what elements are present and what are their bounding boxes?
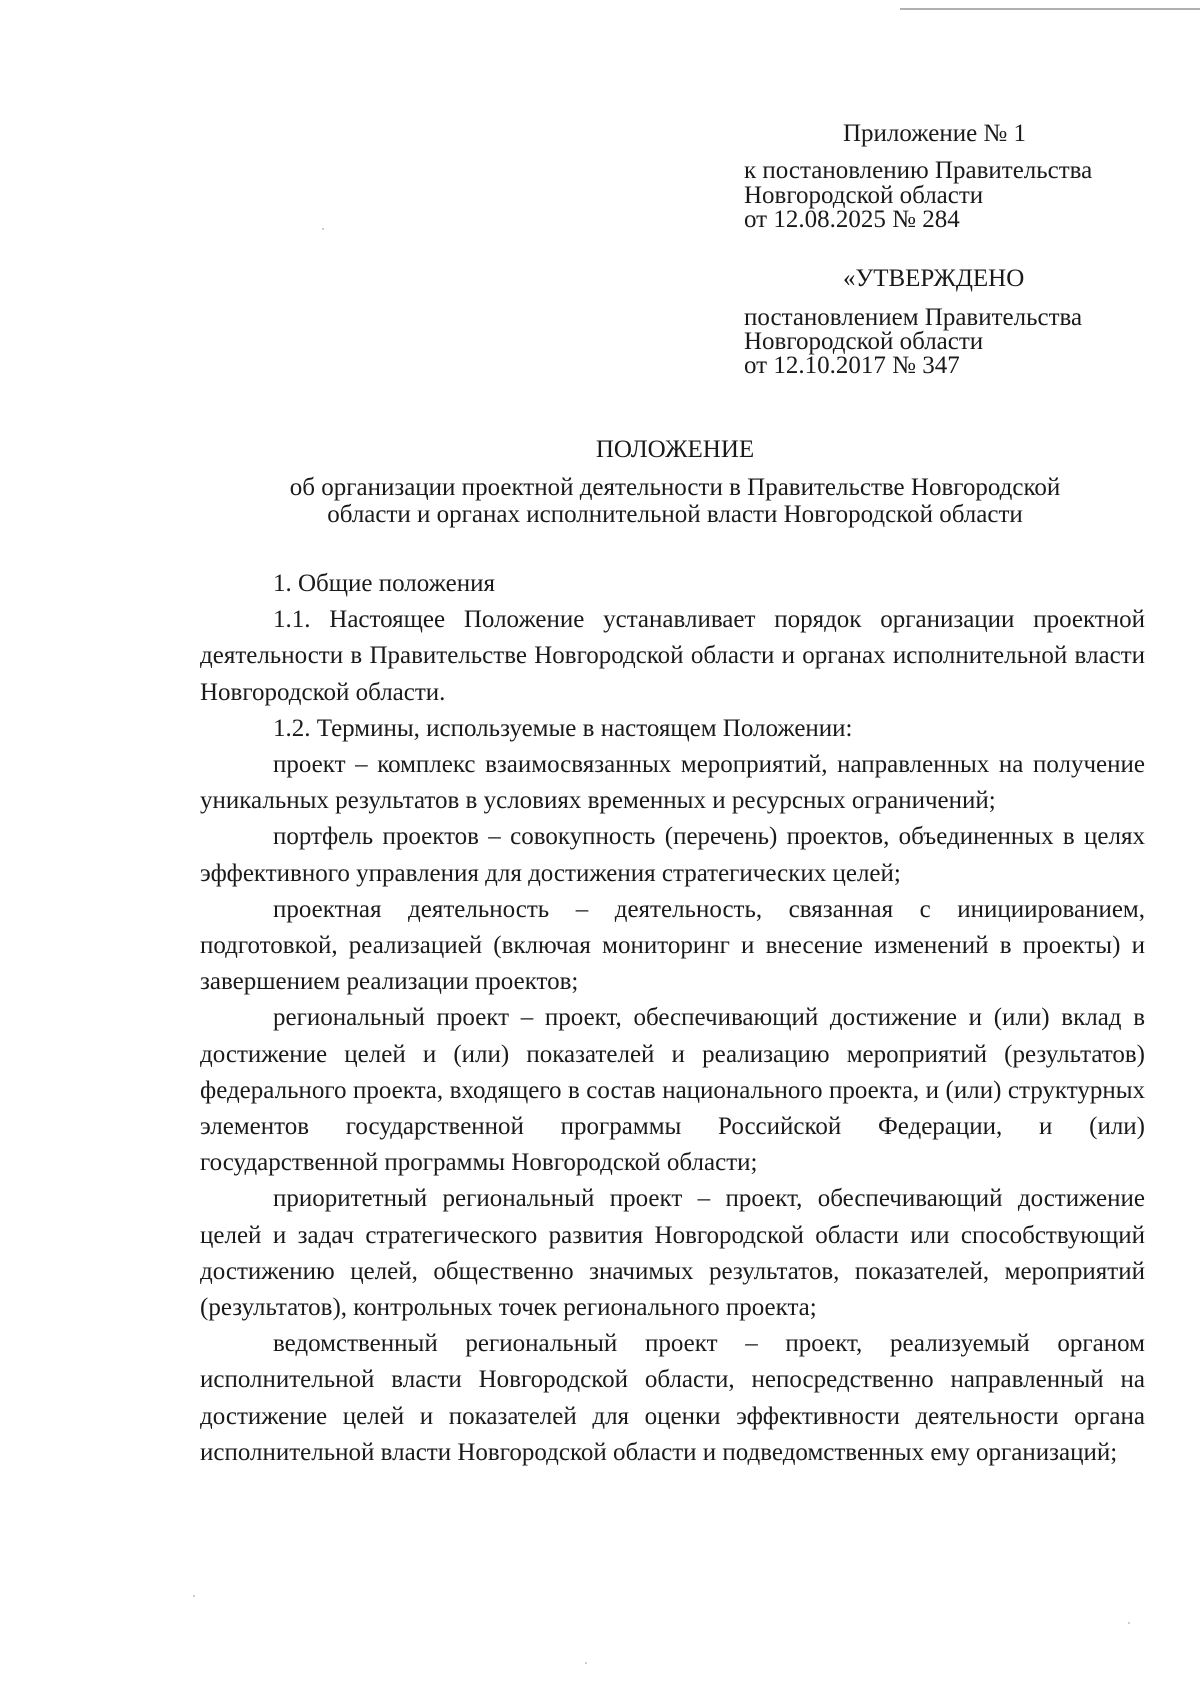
- paragraph: проектная деятельность – деятельность, связанная с инициированием, подготовкой, реализацией (включая мониторинг и внесение изменений в проекты) и завершением реализации проектов;: [200, 895, 1145, 996]
- document-body: [200, 566, 1145, 1471]
- approved-line: постановлением Правительства: [744, 304, 1083, 331]
- paragraph: 1.1. Настоящее Положение устанавливает порядок организации проектной деятельности в Правительстве Новгородской области и органах исполнительной власти Новгородской области.: [200, 606, 1145, 706]
- document-title: ПОЛОЖЕНИЕ: [595, 436, 755, 463]
- scan-speck: [585, 1662, 587, 1664]
- approved-line: Новгородской области: [744, 328, 984, 355]
- document-subtitle-line: об организации проектной деятельности в Правительстве Новгородской: [289, 474, 1061, 501]
- paragraph: проект – комплекс взаимосвязанных мероприятий, направленных на получение уникальных результатов в условиях временных и ресурсных ограничений;: [200, 751, 1145, 815]
- appendix-line: от 12.08.2025 № 284: [744, 206, 960, 233]
- appendix-title: Приложение № 1: [843, 120, 1027, 147]
- section-heading: 1. Общие положения: [273, 570, 495, 597]
- paragraph: региональный проект – проект, обеспечивающий достижение и (или) вклад в достижение целей и (или) показателей и реализацию мероприятий (результатов) федерального проекта, входящего в состав национального проекта, и (или) структурных элементов государственной программы Российской Федерации, и (или) государственной программы Новгородской области;: [200, 1004, 1145, 1177]
- paragraph: 1.2. Термины, используемые в настоящем Положении:: [273, 714, 853, 742]
- approved-line: от 12.10.2017 № 347: [744, 352, 960, 379]
- scan-speck: [1128, 1622, 1130, 1624]
- paragraph: ведомственный региональный проект – проект, реализуемый органом исполнительной власти Новгородской области, непосредственно направленный на достижение целей и показателей для оценки эффективности деятельности органа исполнительной власти Новгородской области и подведомственных ему организаций;: [200, 1330, 1145, 1466]
- scan-speck: [193, 1595, 195, 1597]
- paragraph: приоритетный региональный проект – проект, обеспечивающий достижение целей и задач стратегического развития Новгородской области или способствующий достижению целей, общественно значимых результатов, показателей, мероприятий (результатов), контрольных точек регионального проекта;: [200, 1185, 1145, 1322]
- appendix-line: к постановлению Правительства: [744, 157, 1093, 184]
- document-subtitle-line: области и органах исполнительной власти Новгородской области: [327, 501, 1023, 528]
- paragraph: портфель проектов – совокупность (перечень) проектов, объединенных в целях эффективного управления для достижения стратегических целей;: [200, 823, 1145, 887]
- appendix-line: Новгородской области: [744, 182, 984, 209]
- scan-speck: [322, 228, 324, 230]
- approved-title: «УТВЕРЖДЕНО: [843, 265, 1025, 292]
- scan-edge-line: [900, 8, 1200, 10]
